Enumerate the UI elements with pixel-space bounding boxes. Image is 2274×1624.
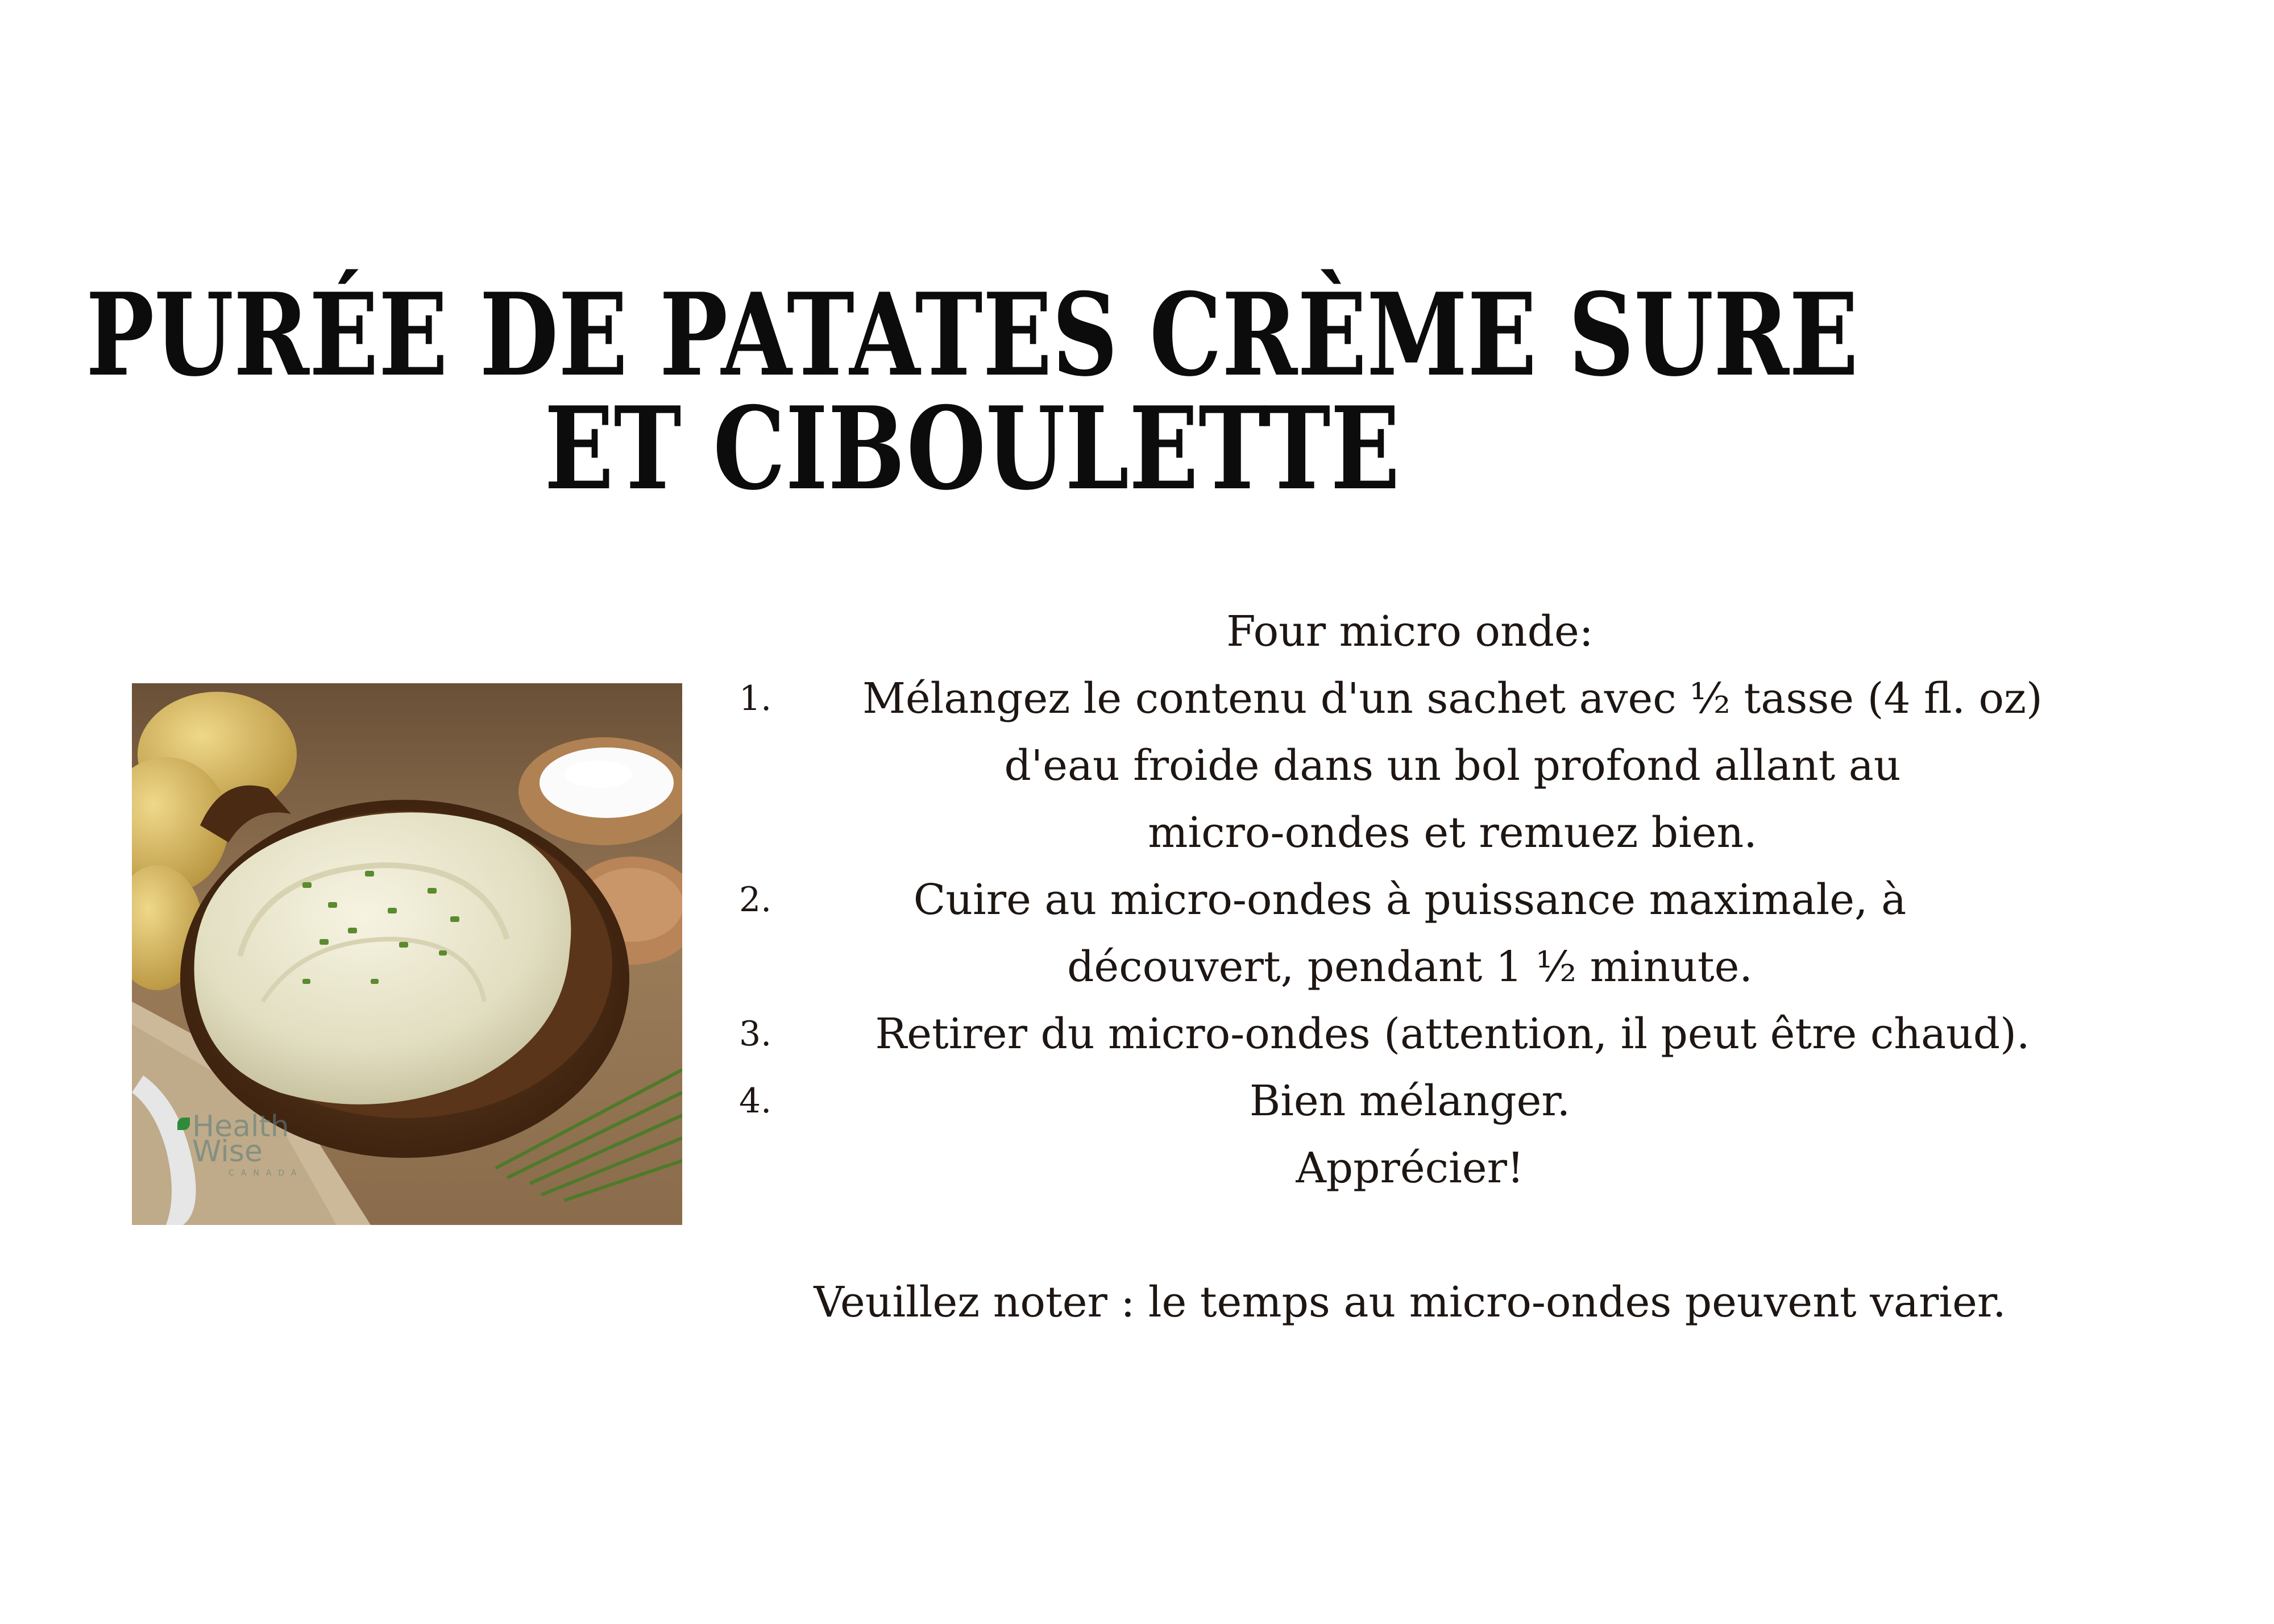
- step-2: [705, 866, 2115, 1000]
- step-number: 4.: [739, 1081, 772, 1121]
- step-number: 1.: [739, 679, 772, 718]
- note-text: Veuillez noter : le temps au micro-ondes peuvent varier.: [814, 1278, 2006, 1327]
- step-number: 2.: [739, 880, 772, 920]
- step-text: Cuire au micro-ondes à puissance maximale, à: [913, 875, 1907, 924]
- recipe-photo: [132, 683, 682, 1225]
- recipe-title: [85, 268, 1859, 516]
- step-text: d'eau froide dans un bol profond allant au: [1004, 741, 1901, 790]
- step-text: Retirer du micro-ondes (attention, il peut être chaud).: [875, 1010, 2030, 1058]
- step-number: 3.: [739, 1014, 772, 1054]
- step-text: micro-ondes et remuez bien.: [1148, 808, 1757, 857]
- step-text: découvert, pendant 1 ½ minute.: [1067, 942, 1753, 991]
- watermark-line-2: Wise: [192, 1135, 263, 1169]
- recipe-title-line-1: PURÉE DE PATATES CRÈME SURE: [86, 268, 1858, 402]
- closing-text: Apprécier!: [1296, 1144, 1524, 1193]
- step-3: [705, 1000, 2115, 1068]
- watermark-line-1: Health: [192, 1110, 289, 1144]
- watermark-line-3: CANADA: [229, 1169, 304, 1178]
- step-text: Bien mélanger.: [1249, 1077, 1571, 1125]
- step-4: [705, 1068, 2115, 1135]
- step-1: [705, 665, 2115, 866]
- recipe-title-line-2: ET CIBOULETTE: [544, 382, 1400, 516]
- instructions-heading: Four micro onde:: [1226, 607, 1594, 656]
- instructions: [705, 598, 2115, 1336]
- step-text: Mélangez le contenu d'un sachet avec ½ tasse (4 fl. oz): [862, 674, 2043, 723]
- steps-list: [705, 665, 2115, 1135]
